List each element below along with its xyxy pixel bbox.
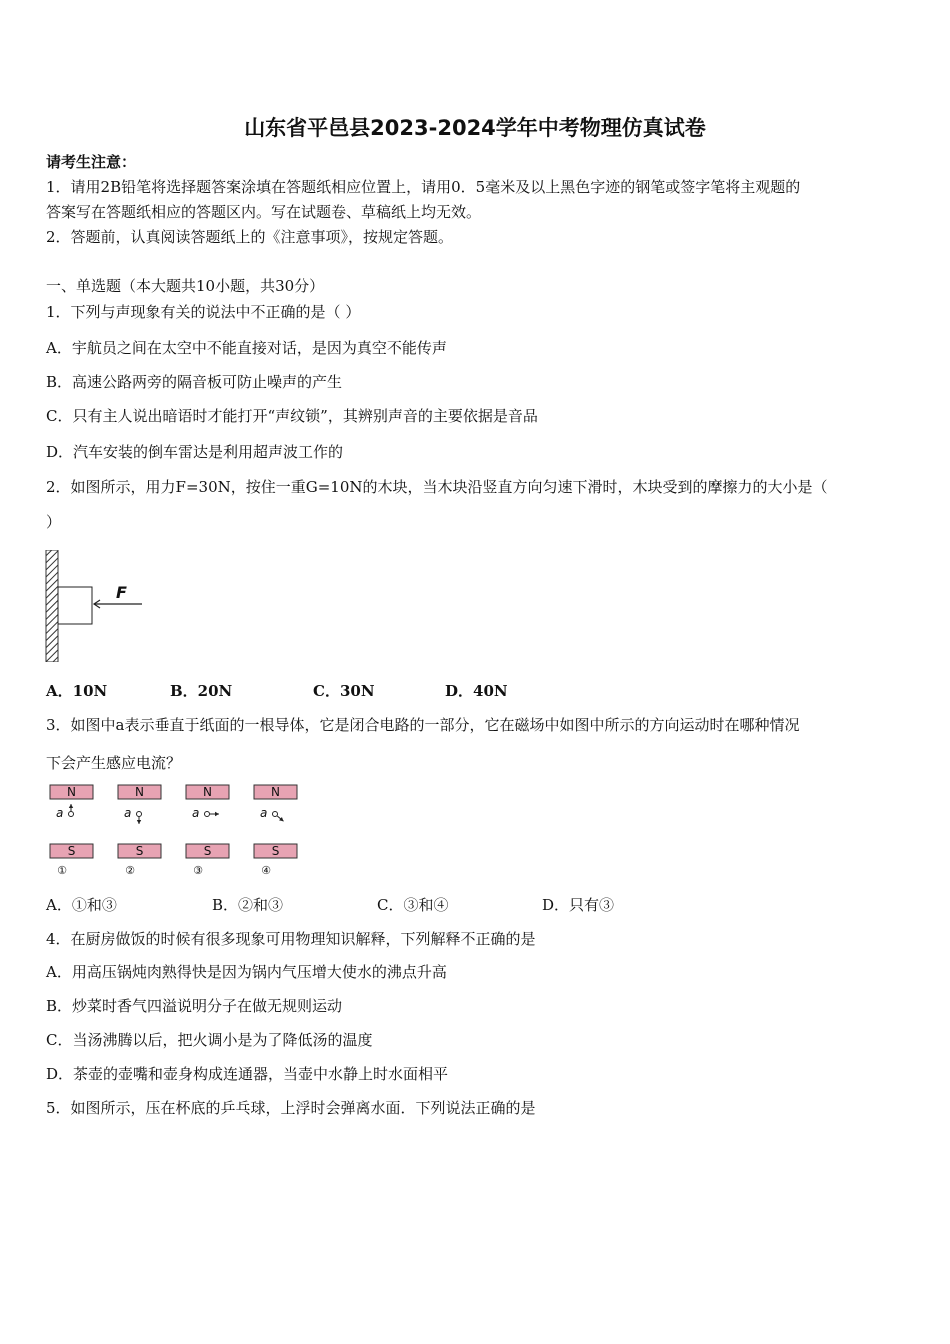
north-label: N xyxy=(271,785,280,799)
q2-stem: 2．如图所示，用力F=30N，按住一重G=10N的木块，当木块沿竖直方向匀速下滑时，木块受到的摩擦力的大小是（ xyxy=(46,478,828,496)
motion-arrowhead xyxy=(69,804,73,808)
q1-option-c: C．只有主人说出暗语时才能打开“声纹锁”，其辨别声音的主要依据是音品 xyxy=(46,407,538,425)
q4-option-b: B．炒菜时香气四溢说明分子在做无规则运动 xyxy=(46,997,343,1015)
notice-line-2: 2．答题前，认真阅读答题纸上的《注意事项》，按规定答题。 xyxy=(46,228,454,246)
q1-stem: 1．下列与声现象有关的说法中不正确的是（ ） xyxy=(46,303,361,321)
q4-stem: 4．在厨房做饭的时候有很多现象可用物理知识解释，下列解释不正确的是 xyxy=(46,930,536,948)
q2-option-c: C．30N xyxy=(313,682,375,700)
q2-option-d: D．40N xyxy=(445,682,508,700)
notice-heading: 请考生注意： xyxy=(46,153,137,171)
motion-arrowhead xyxy=(137,820,141,824)
notice-line-1b: 答案写在答题纸相应的答题区内。写在试题卷、草稿纸上均无效。 xyxy=(46,203,482,221)
q3-stem-cont: 下会产生感应电流？ xyxy=(46,754,182,772)
q1-option-d: D．汽车安装的倒车雷达是利用超声波工作的 xyxy=(46,443,344,461)
q1-option-a: A．宇航员之间在太空中不能直接对话，是因为真空不能传声 xyxy=(46,339,447,357)
q2-stem-end: ） xyxy=(46,513,62,531)
section-heading: 一、单选题（本大题共10小题，共30分） xyxy=(46,277,325,295)
south-label: S xyxy=(203,844,212,858)
north-label: N xyxy=(203,785,212,799)
q3-option-c: C．③和④ xyxy=(377,896,449,914)
page-title: 山东省平邑县2023-2024学年中考物理仿真试卷 xyxy=(244,116,706,140)
q5-stem: 5．如图所示，压在杯底的乒乓球，上浮时会弹离水面．下列说法正确的是 xyxy=(46,1099,536,1117)
wood-block xyxy=(58,587,92,624)
south-label: S xyxy=(271,844,280,858)
south-label: S xyxy=(135,844,144,858)
conductor-dot xyxy=(69,812,74,817)
north-label: N xyxy=(135,785,144,799)
q3-option-b: B．②和③ xyxy=(212,896,284,914)
q2-wall-block-figure xyxy=(44,550,154,662)
q4-option-c: C．当汤沸腾以后，把火调小是为了降低汤的温度 xyxy=(46,1031,373,1049)
south-label: S xyxy=(67,844,76,858)
q2-option-a: A．10N xyxy=(46,682,108,700)
force-label: F xyxy=(116,583,127,602)
q2-option-b: B．20N xyxy=(170,682,233,700)
conductor-label: a xyxy=(124,806,132,820)
wall xyxy=(46,550,58,662)
conductor-dot xyxy=(137,812,142,817)
notice-line-1: 1．请用2B铅笔将选择题答案涂填在答题纸相应位置上，请用0．5毫米及以上黑色字迹的钢笔或签字笔将主观题的 xyxy=(46,178,801,196)
q3-option-d: D．只有③ xyxy=(542,896,615,914)
diagram-number: ④ xyxy=(261,864,271,877)
conductor-dot xyxy=(273,812,278,817)
diagram-number: ② xyxy=(125,864,135,877)
q1-option-b: B．高速公路两旁的隔音板可防止噪声的产生 xyxy=(46,373,343,391)
conductor-dot xyxy=(205,812,210,817)
q3-stem: 3．如图中a表示垂直于纸面的一根导体，它是闭合电路的一部分，它在磁场中如图中所示的方向运动时在哪种情况 xyxy=(46,716,800,734)
diagram-number: ③ xyxy=(193,864,203,877)
conductor-label: a xyxy=(192,806,200,820)
diagram-number: ① xyxy=(57,864,67,877)
motion-arrowhead xyxy=(215,812,219,816)
conductor-label: a xyxy=(260,806,268,820)
q3-option-a: A．①和③ xyxy=(46,896,117,914)
q4-option-a: A．用高压锅炖肉熟得快是因为锅内气压增大使水的沸点升高 xyxy=(46,963,447,981)
conductor-label: a xyxy=(56,806,64,820)
north-label: N xyxy=(67,785,76,799)
q4-option-d: D．茶壶的壶嘴和壶身构成连通器，当壶中水静上时水面相平 xyxy=(46,1065,449,1083)
q3-magnet-figure xyxy=(46,783,302,878)
